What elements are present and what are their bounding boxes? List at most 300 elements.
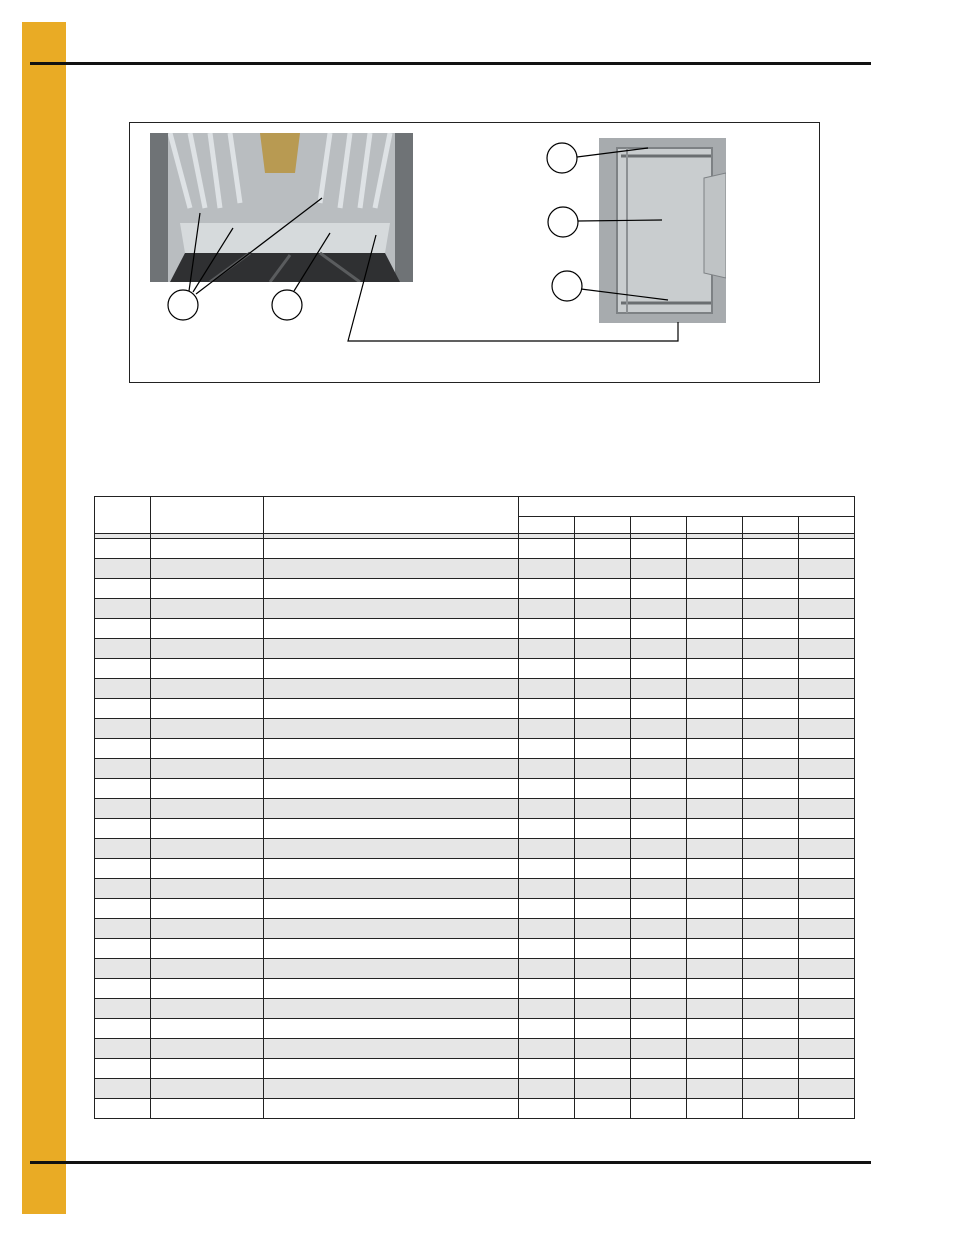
table-cell [518,659,574,679]
table-cell [151,1059,264,1079]
table-row [95,699,855,719]
table-cell [574,719,630,739]
table-cell [686,1039,742,1059]
table-cell [686,539,742,559]
table-cell [630,559,686,579]
table-cell [151,779,264,799]
table-cell [742,659,798,679]
table-cell [264,819,518,839]
table-cell [95,899,151,919]
table-cell [151,539,264,559]
table-cell [518,1039,574,1059]
table-row [95,739,855,759]
table-cell [95,1099,151,1119]
table-cell [686,979,742,999]
table-cell [264,639,518,659]
yellow-side-bar [22,22,66,1214]
table-cell [798,619,854,639]
table-cell [574,579,630,599]
quantity-subheader [518,517,574,534]
table-cell [264,679,518,699]
table-cell [518,719,574,739]
table-cell [742,1079,798,1099]
table-row [95,819,855,839]
table-cell [518,559,574,579]
table-cell [264,559,518,579]
table-cell [742,1099,798,1119]
table-cell [264,579,518,599]
table-row [95,1079,855,1099]
table-cell [798,959,854,979]
table-cell [574,639,630,659]
table-cell [518,1099,574,1119]
table-cell [686,919,742,939]
table-row [95,759,855,779]
table-cell [95,779,151,799]
table-cell [798,719,854,739]
table-cell [264,779,518,799]
table-cell [742,719,798,739]
footer-rule [30,1161,871,1164]
table-cell [518,759,574,779]
table-cell [798,919,854,939]
table-cell [264,1059,518,1079]
table-cell [630,1039,686,1059]
table-cell [630,919,686,939]
table-row [95,619,855,639]
table-cell [574,799,630,819]
table-cell [630,1079,686,1099]
table-cell [151,659,264,679]
table-row [95,559,855,579]
table-cell [95,1039,151,1059]
table-cell [95,1019,151,1039]
table-cell [742,599,798,619]
table-row [95,779,855,799]
table-cell [798,599,854,619]
table-cell [264,899,518,919]
table-cell [798,759,854,779]
table-cell [264,599,518,619]
table-cell [798,1099,854,1119]
table-cell [264,959,518,979]
table-cell [151,819,264,839]
table-cell [264,799,518,819]
table-row [95,919,855,939]
table-cell [151,999,264,1019]
table-cell [518,599,574,619]
table-cell [630,739,686,759]
table-cell [798,819,854,839]
table-cell [742,1019,798,1039]
table-cell [574,1059,630,1079]
table-cell [574,559,630,579]
table-cell [95,559,151,579]
table-cell [630,959,686,979]
table-cell [686,739,742,759]
header-rule [30,62,871,65]
table-cell [798,739,854,759]
table-cell [686,839,742,859]
table-cell [264,1039,518,1059]
table-cell [95,799,151,819]
table-cell [742,619,798,639]
table-cell [686,1059,742,1079]
table-cell [95,759,151,779]
table-cell [518,1079,574,1099]
quantity-subheader [742,517,798,534]
table-cell [742,679,798,699]
table-cell [686,759,742,779]
table-cell [151,639,264,659]
table-cell [151,899,264,919]
table-cell [151,619,264,639]
table-cell [630,579,686,599]
table-cell [686,659,742,679]
table-cell [151,739,264,759]
table-cell [574,939,630,959]
table-cell [798,859,854,879]
table-cell [95,659,151,679]
table-cell [686,779,742,799]
table-cell [95,839,151,859]
table-cell [686,619,742,639]
table-cell [264,699,518,719]
table-cell [574,1079,630,1099]
table-cell [264,879,518,899]
table-cell [264,979,518,999]
table-cell [151,919,264,939]
table-cell [630,539,686,559]
table-cell [95,999,151,1019]
table-cell [574,779,630,799]
table-row [95,899,855,919]
table-cell [742,859,798,879]
bin-floor-photo-art [150,133,413,282]
table-cell [95,579,151,599]
table-cell [151,699,264,719]
table-cell [798,1019,854,1039]
table-cell [574,1039,630,1059]
panel-photo-art [599,138,726,323]
table-row [95,939,855,959]
table-cell [686,959,742,979]
table-cell [742,839,798,859]
table-cell [151,1079,264,1099]
table-cell [798,1059,854,1079]
table-cell [151,879,264,899]
table-cell [630,659,686,679]
table-row [95,679,855,699]
table-cell [798,679,854,699]
table-cell [151,679,264,699]
table-cell [630,779,686,799]
table-cell [518,619,574,639]
quantity-group-header [518,497,855,517]
table-cell [264,1019,518,1039]
table-cell [518,919,574,939]
table-cell [518,939,574,959]
table-cell [742,759,798,779]
table-cell [742,779,798,799]
table-row [95,859,855,879]
table-cell [798,699,854,719]
table-cell [95,1079,151,1099]
table-cell [630,839,686,859]
table-cell [798,839,854,859]
table-cell [630,999,686,1019]
table-cell [798,639,854,659]
table-cell [95,959,151,979]
table-cell [574,1019,630,1039]
table-cell [518,739,574,759]
table-row [95,839,855,859]
table-cell [264,859,518,879]
table-cell [574,659,630,679]
table-cell [95,639,151,659]
table-cell [686,679,742,699]
table-cell [518,859,574,879]
table-cell [95,539,151,559]
table-cell [686,599,742,619]
table-cell [264,999,518,1019]
table-cell [686,1099,742,1119]
table-cell [686,559,742,579]
table-cell [151,1039,264,1059]
table-row [95,1059,855,1079]
table-row [95,879,855,899]
table-cell [574,679,630,699]
table-cell [798,879,854,899]
table-cell [518,1059,574,1079]
table-cell [518,639,574,659]
table-cell [574,1099,630,1119]
table-cell [798,659,854,679]
table-cell [151,579,264,599]
table-cell [151,979,264,999]
table-cell [686,939,742,959]
table-cell [798,579,854,599]
table-cell [574,599,630,619]
table-cell [574,919,630,939]
table-cell [151,939,264,959]
table-row [95,979,855,999]
table-cell [518,899,574,919]
table-cell [630,699,686,719]
table-cell [686,579,742,599]
table-cell [742,639,798,659]
table-cell [798,539,854,559]
table-row [95,659,855,679]
table-cell [264,839,518,859]
table-cell [686,799,742,819]
table-cell [798,779,854,799]
table-cell [798,939,854,959]
table-cell [686,1019,742,1039]
table-cell [630,899,686,919]
table-row [95,1019,855,1039]
table-cell [574,859,630,879]
table-row [95,719,855,739]
table-cell [630,939,686,959]
quantity-subheader [630,517,686,534]
table-cell [264,739,518,759]
quantity-subheader [798,517,854,534]
table-cell [630,979,686,999]
table-cell [574,899,630,919]
table-cell [95,599,151,619]
table-cell [686,699,742,719]
table-cell [630,1099,686,1119]
table-cell [574,739,630,759]
table-cell [518,539,574,559]
table-cell [574,539,630,559]
table-cell [518,999,574,1019]
table-cell [151,599,264,619]
table-cell [95,939,151,959]
bin-floor-photo [150,133,413,282]
table-cell [95,859,151,879]
table-cell [630,799,686,819]
table-cell [264,1079,518,1099]
table-row [95,959,855,979]
table-cell [574,819,630,839]
table-cell [151,799,264,819]
table-cell [95,719,151,739]
description-column-header [264,497,518,534]
table-cell [95,979,151,999]
table-cell [264,539,518,559]
table-row [95,579,855,599]
table-cell [742,1059,798,1079]
table-cell [95,619,151,639]
table-cell [574,879,630,899]
table-cell [686,1079,742,1099]
table-cell [574,699,630,719]
table-row [95,639,855,659]
table-cell [798,899,854,919]
table-cell [630,719,686,739]
table-cell [151,759,264,779]
table-cell [518,879,574,899]
table-cell [95,919,151,939]
table-row [95,599,855,619]
table-cell [798,799,854,819]
table-cell [574,959,630,979]
table-cell [686,899,742,919]
table-cell [686,819,742,839]
table-cell [518,799,574,819]
table-row [95,1099,855,1119]
table-cell [742,899,798,919]
table-cell [518,699,574,719]
table-cell [742,799,798,819]
table-row [95,539,855,559]
table-cell [95,739,151,759]
table-cell [574,759,630,779]
table-cell [95,699,151,719]
table-cell [518,819,574,839]
table-row [95,1039,855,1059]
table-cell [630,599,686,619]
table-cell [630,619,686,639]
table-cell [742,939,798,959]
table-cell [686,999,742,1019]
quantity-subheader [686,517,742,534]
quantity-subheader [574,517,630,534]
table-cell [742,559,798,579]
table-cell [798,1079,854,1099]
table-cell [151,719,264,739]
table-cell [574,979,630,999]
table-cell [151,859,264,879]
table-cell [574,999,630,1019]
table-cell [518,579,574,599]
table-cell [574,619,630,639]
table-cell [151,559,264,579]
table-cell [264,939,518,959]
table-cell [630,879,686,899]
table-cell [742,579,798,599]
table-cell [518,959,574,979]
ref-column-header [95,497,151,534]
table-cell [686,859,742,879]
table-cell [264,1099,518,1119]
table-cell [630,1019,686,1039]
table-cell [798,1039,854,1059]
table-cell [742,819,798,839]
part-number-column-header [151,497,264,534]
table-cell [518,1019,574,1039]
table-cell [264,659,518,679]
table-cell [742,699,798,719]
table-cell [742,879,798,899]
parts-list-table [94,496,855,1119]
table-cell [264,759,518,779]
table-cell [798,999,854,1019]
table-cell [574,839,630,859]
table-cell [742,979,798,999]
table-cell [742,539,798,559]
table-cell [742,999,798,1019]
table-cell [518,779,574,799]
table-cell [95,1059,151,1079]
table-cell [630,639,686,659]
table-row [95,799,855,819]
table-cell [630,759,686,779]
table-cell [518,839,574,859]
table-cell [630,819,686,839]
table-cell [264,619,518,639]
parts-table-body [95,534,855,1119]
table-cell [264,919,518,939]
table-cell [798,559,854,579]
table-cell [686,879,742,899]
table-cell [686,639,742,659]
table-cell [95,819,151,839]
table-cell [742,919,798,939]
table-cell [630,859,686,879]
table-cell [95,879,151,899]
table-cell [686,719,742,739]
table-cell [518,679,574,699]
panel-photo [599,138,726,323]
table-cell [742,1039,798,1059]
table-cell [630,1059,686,1079]
table-cell [151,1099,264,1119]
table-cell [742,959,798,979]
table-cell [151,959,264,979]
